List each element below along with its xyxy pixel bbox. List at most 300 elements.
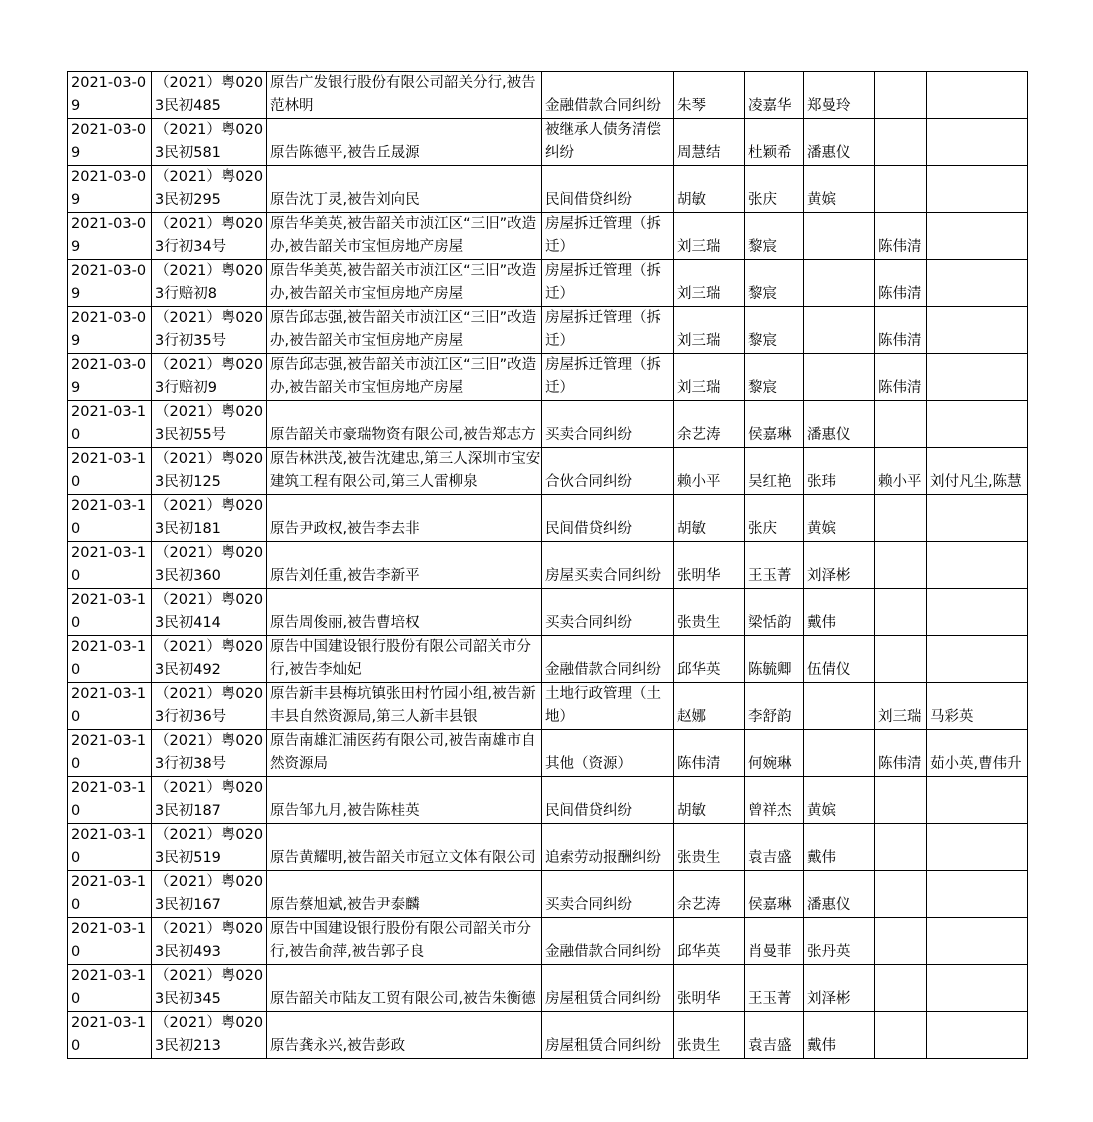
case-cause-cell xyxy=(542,918,674,965)
hearing-date-text: 2021-03-09 xyxy=(71,310,147,349)
case-number-cell xyxy=(152,260,267,307)
case-cause-text: 民间借贷纠纷 xyxy=(545,192,632,208)
case-number-cell xyxy=(152,730,267,777)
panel-members-text: 马彩英 xyxy=(930,709,974,725)
table-row xyxy=(68,72,1028,119)
clerk-text: 吴红艳 xyxy=(748,474,792,490)
case-cause-cell xyxy=(542,166,674,213)
clerk-cell xyxy=(745,824,804,871)
parties-cell xyxy=(267,166,542,213)
judge-cell xyxy=(674,683,745,730)
parties-cell xyxy=(267,589,542,636)
assessor-cell xyxy=(804,777,875,824)
clerk-cell xyxy=(745,260,804,307)
case-number-cell xyxy=(152,589,267,636)
case-cause-cell xyxy=(542,542,674,589)
case-number-text: （2021）粤0203民初55号 xyxy=(155,404,264,443)
case-number-cell xyxy=(152,495,267,542)
panel-members-cell xyxy=(927,965,1028,1012)
case-number-cell xyxy=(152,636,267,683)
clerk-text: 张庆 xyxy=(748,521,777,537)
judge-cell xyxy=(674,871,745,918)
assessor-cell xyxy=(804,72,875,119)
hearing-date-text: 2021-03-10 xyxy=(71,404,147,443)
judge-cell xyxy=(674,495,745,542)
judge-cell xyxy=(674,354,745,401)
clerk-text: 袁吉盛 xyxy=(748,1038,792,1054)
parties-cell xyxy=(267,777,542,824)
hearing-date-cell xyxy=(68,871,152,918)
parties-text: 原告新丰县梅坑镇张田村竹园小组,被告新丰县自然资源局,第三人新丰县银 xyxy=(270,686,536,725)
clerk-cell xyxy=(745,965,804,1012)
table-row xyxy=(68,119,1028,166)
table-row xyxy=(68,824,1028,871)
parties-text: 原告华美英,被告韶关市浈江区“三旧”改造办,被告韶关市宝恒房地产房屋 xyxy=(270,216,537,255)
parties-cell xyxy=(267,401,542,448)
case-cause-cell xyxy=(542,401,674,448)
parties-text: 原告邱志强,被告韶关市浈江区“三旧”改造办,被告韶关市宝恒房地产房屋 xyxy=(270,357,537,396)
assessor-cell xyxy=(804,589,875,636)
parties-cell xyxy=(267,965,542,1012)
parties-cell xyxy=(267,636,542,683)
presiding-cell xyxy=(875,683,927,730)
case-cause-text: 金融借款合同纠纷 xyxy=(545,662,661,678)
judge-text: 刘三瑞 xyxy=(677,380,721,396)
table-row xyxy=(68,1012,1028,1059)
assessor-text: 戴伟 xyxy=(807,615,836,631)
hearing-date-cell xyxy=(68,1012,152,1059)
clerk-text: 凌嘉华 xyxy=(748,98,792,114)
case-cause-text: 民间借贷纠纷 xyxy=(545,803,632,819)
hearing-date-text: 2021-03-10 xyxy=(71,733,147,772)
judge-text: 余艺涛 xyxy=(677,427,721,443)
presiding-text: 陈伟清 xyxy=(878,286,922,302)
panel-members-text: 茹小英,曹伟升 xyxy=(930,756,1022,772)
judge-text: 刘三瑞 xyxy=(677,286,721,302)
presiding-text: 刘三瑞 xyxy=(878,709,922,725)
case-cause-text: 买卖合同纠纷 xyxy=(545,615,632,631)
presiding-cell xyxy=(875,918,927,965)
assessor-cell xyxy=(804,495,875,542)
hearing-date-cell xyxy=(68,636,152,683)
parties-cell xyxy=(267,542,542,589)
clerk-cell xyxy=(745,871,804,918)
judge-cell xyxy=(674,965,745,1012)
table-row xyxy=(68,166,1028,213)
parties-cell xyxy=(267,260,542,307)
judge-cell xyxy=(674,72,745,119)
case-cause-cell xyxy=(542,72,674,119)
assessor-text: 戴伟 xyxy=(807,850,836,866)
assessor-text: 潘惠仪 xyxy=(807,897,851,913)
table-row xyxy=(68,683,1028,730)
hearing-date-text: 2021-03-10 xyxy=(71,874,147,913)
clerk-text: 侯嘉琳 xyxy=(748,427,792,443)
panel-members-cell xyxy=(927,119,1028,166)
panel-members-cell xyxy=(927,260,1028,307)
hearing-date-cell xyxy=(68,401,152,448)
clerk-text: 梁恬韵 xyxy=(748,615,792,631)
hearing-date-text: 2021-03-09 xyxy=(71,169,147,208)
case-number-cell xyxy=(152,166,267,213)
clerk-text: 何婉琳 xyxy=(748,756,792,772)
hearing-date-cell xyxy=(68,589,152,636)
case-number-cell xyxy=(152,72,267,119)
clerk-text: 杜颖希 xyxy=(748,145,792,161)
parties-text: 原告黄耀明,被告韶关市冠立文体有限公司 xyxy=(270,850,536,866)
case-cause-cell xyxy=(542,307,674,354)
case-number-text: （2021）粤0203行初36号 xyxy=(155,686,264,725)
court-schedule-table xyxy=(67,71,1028,1059)
case-number-text: （2021）粤0203行初34号 xyxy=(155,216,264,255)
presiding-cell xyxy=(875,542,927,589)
judge-text: 邱华英 xyxy=(677,944,721,960)
assessor-cell xyxy=(804,119,875,166)
case-number-text: （2021）粤0203民初295 xyxy=(155,169,264,208)
judge-text: 邱华英 xyxy=(677,662,721,678)
case-cause-cell xyxy=(542,589,674,636)
case-cause-text: 房屋拆迁管理（拆迁） xyxy=(545,310,661,349)
presiding-cell xyxy=(875,589,927,636)
presiding-cell xyxy=(875,495,927,542)
hearing-date-text: 2021-03-09 xyxy=(71,357,147,396)
case-number-cell xyxy=(152,401,267,448)
assessor-cell xyxy=(804,448,875,495)
case-cause-text: 买卖合同纠纷 xyxy=(545,427,632,443)
parties-text: 原告尹政权,被告李去非 xyxy=(270,521,420,537)
case-cause-cell xyxy=(542,683,674,730)
parties-cell xyxy=(267,824,542,871)
hearing-date-text: 2021-03-10 xyxy=(71,639,147,678)
parties-cell xyxy=(267,918,542,965)
hearing-date-cell xyxy=(68,965,152,1012)
clerk-cell xyxy=(745,777,804,824)
parties-text: 原告广发银行股份有限公司韶关分行,被告范林明 xyxy=(270,75,536,114)
hearing-date-cell xyxy=(68,495,152,542)
case-cause-text: 买卖合同纠纷 xyxy=(545,897,632,913)
case-number-cell xyxy=(152,213,267,260)
clerk-text: 肖曼菲 xyxy=(748,944,792,960)
judge-text: 赵娜 xyxy=(677,709,706,725)
case-cause-text: 被继承人债务清偿纠纷 xyxy=(545,122,661,161)
table-row xyxy=(68,589,1028,636)
hearing-date-cell xyxy=(68,448,152,495)
hearing-date-cell xyxy=(68,213,152,260)
case-number-text: （2021）粤0203民初492 xyxy=(155,639,264,678)
case-cause-text: 金融借款合同纠纷 xyxy=(545,944,661,960)
table-row xyxy=(68,307,1028,354)
case-number-text: （2021）粤0203民初187 xyxy=(155,780,264,819)
judge-cell xyxy=(674,119,745,166)
table-row xyxy=(68,213,1028,260)
assessor-cell xyxy=(804,213,875,260)
assessor-text: 伍倩仪 xyxy=(807,662,851,678)
case-number-text: （2021）粤0203民初167 xyxy=(155,874,264,913)
judge-text: 余艺涛 xyxy=(677,897,721,913)
parties-text: 原告韶关市豪瑞物资有限公司,被告郑志方 xyxy=(270,427,536,443)
case-number-text: （2021）粤0203民初345 xyxy=(155,968,264,1007)
panel-members-cell xyxy=(927,495,1028,542)
judge-text: 张贵生 xyxy=(677,850,721,866)
parties-cell xyxy=(267,307,542,354)
case-number-text: （2021）粤0203行初38号 xyxy=(155,733,264,772)
case-number-cell xyxy=(152,965,267,1012)
case-cause-cell xyxy=(542,448,674,495)
parties-text: 原告刘任重,被告李新平 xyxy=(270,568,420,584)
hearing-date-text: 2021-03-10 xyxy=(71,921,147,960)
judge-cell xyxy=(674,636,745,683)
case-number-cell xyxy=(152,918,267,965)
clerk-text: 袁吉盛 xyxy=(748,850,792,866)
parties-cell xyxy=(267,354,542,401)
judge-cell xyxy=(674,777,745,824)
clerk-cell xyxy=(745,1012,804,1059)
case-number-cell xyxy=(152,542,267,589)
case-cause-cell xyxy=(542,871,674,918)
table-row xyxy=(68,448,1028,495)
clerk-text: 黎宸 xyxy=(748,286,777,302)
assessor-cell xyxy=(804,730,875,777)
hearing-date-cell xyxy=(68,824,152,871)
assessor-text: 刘泽彬 xyxy=(807,991,851,1007)
parties-text: 原告韶关市陆友工贸有限公司,被告朱衡德 xyxy=(270,991,536,1007)
case-number-text: （2021）粤0203民初485 xyxy=(155,75,264,114)
parties-cell xyxy=(267,1012,542,1059)
panel-members-cell xyxy=(927,72,1028,119)
hearing-date-text: 2021-03-10 xyxy=(71,1015,147,1054)
panel-members-cell xyxy=(927,213,1028,260)
judge-text: 张贵生 xyxy=(677,615,721,631)
case-cause-cell xyxy=(542,824,674,871)
panel-members-cell xyxy=(927,636,1028,683)
panel-members-cell xyxy=(927,401,1028,448)
case-cause-cell xyxy=(542,354,674,401)
hearing-date-text: 2021-03-09 xyxy=(71,263,147,302)
parties-text: 原告龚永兴,被告彭政 xyxy=(270,1038,406,1054)
presiding-cell xyxy=(875,401,927,448)
presiding-text: 陈伟清 xyxy=(878,380,922,396)
panel-members-cell xyxy=(927,824,1028,871)
assessor-cell xyxy=(804,683,875,730)
panel-members-cell xyxy=(927,777,1028,824)
panel-members-cell xyxy=(927,542,1028,589)
case-cause-text: 房屋拆迁管理（拆迁） xyxy=(545,357,661,396)
parties-cell xyxy=(267,683,542,730)
presiding-cell xyxy=(875,119,927,166)
table-body xyxy=(68,72,1028,1059)
assessor-cell xyxy=(804,401,875,448)
parties-text: 原告陈德平,被告丘晟源 xyxy=(270,145,420,161)
clerk-cell xyxy=(745,918,804,965)
hearing-date-text: 2021-03-10 xyxy=(71,686,147,725)
case-number-text: （2021）粤0203民初213 xyxy=(155,1015,264,1054)
table-row xyxy=(68,730,1028,777)
hearing-date-text: 2021-03-10 xyxy=(71,780,147,819)
case-cause-text: 追索劳动报酬纠纷 xyxy=(545,850,661,866)
judge-text: 胡敏 xyxy=(677,803,706,819)
panel-members-cell xyxy=(927,871,1028,918)
hearing-date-cell xyxy=(68,166,152,213)
clerk-cell xyxy=(745,636,804,683)
clerk-cell xyxy=(745,730,804,777)
hearing-date-text: 2021-03-10 xyxy=(71,968,147,1007)
judge-cell xyxy=(674,542,745,589)
table-row xyxy=(68,401,1028,448)
judge-text: 刘三瑞 xyxy=(677,239,721,255)
judge-text: 陈伟清 xyxy=(677,756,721,772)
hearing-date-cell xyxy=(68,72,152,119)
assessor-cell xyxy=(804,965,875,1012)
case-cause-text: 房屋租赁合同纠纷 xyxy=(545,991,661,1007)
hearing-date-text: 2021-03-10 xyxy=(71,498,147,537)
case-number-cell xyxy=(152,871,267,918)
clerk-cell xyxy=(745,495,804,542)
clerk-cell xyxy=(745,354,804,401)
panel-members-cell xyxy=(927,918,1028,965)
hearing-date-text: 2021-03-09 xyxy=(71,75,147,114)
parties-cell xyxy=(267,495,542,542)
assessor-cell xyxy=(804,307,875,354)
case-number-cell xyxy=(152,824,267,871)
clerk-text: 陈毓卿 xyxy=(748,662,792,678)
case-cause-cell xyxy=(542,260,674,307)
assessor-text: 黄嫔 xyxy=(807,192,836,208)
presiding-cell xyxy=(875,871,927,918)
presiding-cell xyxy=(875,965,927,1012)
assessor-text: 张丹英 xyxy=(807,944,851,960)
hearing-date-cell xyxy=(68,542,152,589)
hearing-date-cell xyxy=(68,307,152,354)
judge-text: 周慧结 xyxy=(677,145,721,161)
clerk-text: 王玉菁 xyxy=(748,568,792,584)
presiding-cell xyxy=(875,1012,927,1059)
presiding-cell xyxy=(875,72,927,119)
assessor-text: 张玮 xyxy=(807,474,836,490)
case-cause-text: 民间借贷纠纷 xyxy=(545,521,632,537)
case-cause-cell xyxy=(542,777,674,824)
presiding-cell xyxy=(875,307,927,354)
table-row xyxy=(68,918,1028,965)
parties-text: 原告周俊丽,被告曹培权 xyxy=(270,615,420,631)
panel-members-text: 刘付凡尘,陈慧 xyxy=(930,474,1022,490)
parties-text: 原告邱志强,被告韶关市浈江区“三旧”改造办,被告韶关市宝恒房地产房屋 xyxy=(270,310,537,349)
assessor-cell xyxy=(804,542,875,589)
presiding-text: 赖小平 xyxy=(878,474,922,490)
judge-cell xyxy=(674,448,745,495)
clerk-text: 张庆 xyxy=(748,192,777,208)
clerk-text: 黎宸 xyxy=(748,380,777,396)
presiding-text: 陈伟清 xyxy=(878,239,922,255)
panel-members-cell xyxy=(927,683,1028,730)
case-cause-cell xyxy=(542,119,674,166)
hearing-date-text: 2021-03-09 xyxy=(71,122,147,161)
judge-text: 朱琴 xyxy=(677,98,706,114)
parties-text: 原告中国建设银行股份有限公司韶关市分行,被告李灿妃 xyxy=(270,639,531,678)
case-cause-cell xyxy=(542,965,674,1012)
case-number-text: （2021）粤0203民初519 xyxy=(155,827,264,866)
judge-text: 张贵生 xyxy=(677,1038,721,1054)
case-cause-cell xyxy=(542,213,674,260)
judge-cell xyxy=(674,401,745,448)
clerk-cell xyxy=(745,119,804,166)
clerk-cell xyxy=(745,307,804,354)
parties-cell xyxy=(267,213,542,260)
clerk-text: 曾祥杰 xyxy=(748,803,792,819)
clerk-cell xyxy=(745,401,804,448)
parties-text: 原告华美英,被告韶关市浈江区“三旧”改造办,被告韶关市宝恒房地产房屋 xyxy=(270,263,537,302)
judge-text: 胡敏 xyxy=(677,192,706,208)
case-number-cell xyxy=(152,777,267,824)
case-number-text: （2021）粤0203行赔初9 xyxy=(155,357,264,396)
case-cause-text: 房屋拆迁管理（拆迁） xyxy=(545,263,661,302)
assessor-cell xyxy=(804,636,875,683)
hearing-date-cell xyxy=(68,683,152,730)
presiding-cell xyxy=(875,777,927,824)
assessor-cell xyxy=(804,1012,875,1059)
case-cause-text: 合伙合同纠纷 xyxy=(545,474,632,490)
clerk-cell xyxy=(745,213,804,260)
parties-text: 原告林洪茂,被告沈建忠,第三人深圳市宝安建筑工程有限公司,第三人雷柳泉 xyxy=(270,451,541,490)
case-cause-text: 其他（资源） xyxy=(545,756,632,772)
case-number-text: （2021）粤0203民初493 xyxy=(155,921,264,960)
clerk-text: 黎宸 xyxy=(748,239,777,255)
presiding-text: 陈伟清 xyxy=(878,333,922,349)
hearing-date-text: 2021-03-10 xyxy=(71,451,147,490)
hearing-date-cell xyxy=(68,119,152,166)
table-row xyxy=(68,777,1028,824)
presiding-cell xyxy=(875,166,927,213)
clerk-cell xyxy=(745,683,804,730)
judge-text: 张明华 xyxy=(677,568,721,584)
case-number-text: （2021）粤0203民初125 xyxy=(155,451,264,490)
parties-cell xyxy=(267,119,542,166)
hearing-date-cell xyxy=(68,730,152,777)
presiding-cell xyxy=(875,636,927,683)
case-number-cell xyxy=(152,354,267,401)
parties-text: 原告蔡旭斌,被告尹泰麟 xyxy=(270,897,420,913)
hearing-date-cell xyxy=(68,918,152,965)
assessor-cell xyxy=(804,260,875,307)
parties-text: 原告南雄汇浦医药有限公司,被告南雄市自然资源局 xyxy=(270,733,536,772)
panel-members-cell xyxy=(927,448,1028,495)
case-number-text: （2021）粤0203行初35号 xyxy=(155,310,264,349)
clerk-cell xyxy=(745,589,804,636)
presiding-cell xyxy=(875,260,927,307)
table-row xyxy=(68,965,1028,1012)
clerk-cell xyxy=(745,448,804,495)
table-row xyxy=(68,260,1028,307)
parties-text: 原告邹九月,被告陈桂英 xyxy=(270,803,420,819)
judge-cell xyxy=(674,213,745,260)
parties-cell xyxy=(267,730,542,777)
assessor-cell xyxy=(804,871,875,918)
presiding-cell xyxy=(875,213,927,260)
assessor-text: 黄嫔 xyxy=(807,803,836,819)
panel-members-cell xyxy=(927,307,1028,354)
case-cause-text: 房屋租赁合同纠纷 xyxy=(545,1038,661,1054)
assessor-cell xyxy=(804,166,875,213)
parties-cell xyxy=(267,871,542,918)
hearing-date-text: 2021-03-10 xyxy=(71,592,147,631)
case-number-text: （2021）粤0203民初360 xyxy=(155,545,264,584)
parties-text: 原告中国建设银行股份有限公司韶关市分行,被告俞萍,被告郭子良 xyxy=(270,921,531,960)
clerk-cell xyxy=(745,542,804,589)
case-cause-cell xyxy=(542,730,674,777)
assessor-text: 刘泽彬 xyxy=(807,568,851,584)
case-number-text: （2021）粤0203民初581 xyxy=(155,122,264,161)
presiding-cell xyxy=(875,824,927,871)
case-number-cell xyxy=(152,119,267,166)
